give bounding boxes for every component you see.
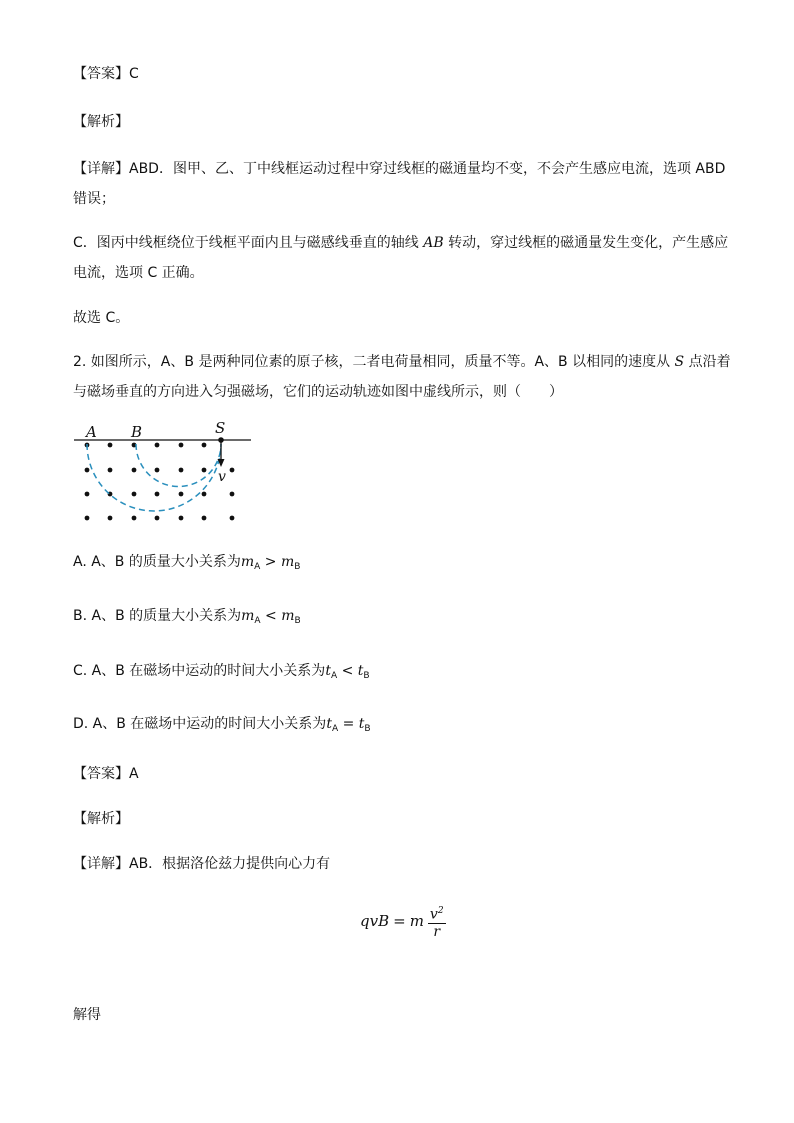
- formula-mass: m: [409, 912, 424, 931]
- option-d[interactable]: [73, 714, 371, 739]
- operator: <: [337, 663, 358, 679]
- subscript: A: [330, 671, 338, 681]
- formula-fraction: [428, 903, 446, 940]
- trajectory-a: [87, 444, 221, 511]
- answer-line-q2: [73, 764, 139, 784]
- question-2-stem-line1: [73, 352, 731, 372]
- question-2-stem-line2: 与磁场垂直的方向进入匀强磁场，它们的运动轨迹如图中虚线所示，则（ ）: [73, 384, 563, 400]
- field-dot: [108, 468, 113, 473]
- formula-equals: =: [393, 912, 406, 931]
- fraction-numerator: [428, 903, 446, 924]
- option-text: D. A、B 在磁场中运动的时间大小关系为: [73, 716, 327, 732]
- analysis-tag-q2: 【解析】: [73, 811, 129, 827]
- explanation-text: C．图丙中线框绕位于线框平面内且与磁感线垂直的轴线: [73, 235, 424, 251]
- option-c-explanation-line1: [73, 233, 728, 253]
- operator: >: [260, 554, 281, 570]
- option-c[interactable]: [73, 661, 370, 686]
- label-b: B: [131, 423, 143, 441]
- answer-tag: 【答案】: [73, 66, 129, 82]
- label-a: A: [86, 423, 97, 441]
- axis-label: AB: [423, 235, 444, 251]
- subscript: A: [254, 562, 261, 572]
- detail-text: ABD．图甲、乙、丁中线框运动过程中穿过线框的磁通量均不变，不会产生感应电流，选项 ABD: [129, 161, 726, 177]
- detail-line-q1-cont: 错误；: [73, 191, 115, 207]
- formula-lhs: qvB: [360, 912, 390, 931]
- field-dot: [230, 468, 235, 473]
- stem-text: 2. 如图所示，A、B 是两种同位素的原子核，二者电荷量相同，质量不等。A、B 以相同的速度从: [73, 354, 675, 370]
- numerator-symbol: v: [429, 906, 438, 923]
- field-dot: [202, 516, 207, 521]
- subscript: B: [294, 616, 301, 626]
- symbol: t: [325, 663, 331, 679]
- field-dot: [108, 516, 113, 521]
- field-dot: [108, 443, 113, 448]
- magnetic-field-figure: [68, 418, 268, 530]
- field-dot: [132, 492, 137, 497]
- subscript: A: [254, 616, 261, 626]
- numerator-exponent: 2: [437, 906, 444, 916]
- point-s-label: S: [674, 354, 685, 370]
- field-dot: [202, 492, 207, 497]
- field-dot: [202, 468, 207, 473]
- field-dot: [230, 492, 235, 497]
- field-dot: [155, 443, 160, 448]
- label-v: v: [218, 469, 226, 485]
- lorentz-force-formula: [360, 903, 446, 940]
- symbol: t: [326, 716, 332, 732]
- field-dot: [230, 516, 235, 521]
- field-dot: [179, 516, 184, 521]
- answer-line-q1: [73, 64, 139, 84]
- option-b[interactable]: [73, 606, 301, 631]
- detail-tag: 【详解】: [73, 856, 129, 872]
- field-dot: [155, 468, 160, 473]
- option-text: A. A、B 的质量大小关系为: [73, 554, 241, 570]
- field-dots: [85, 443, 235, 521]
- field-dot: [155, 492, 160, 497]
- stem-text: 点沿着: [684, 354, 731, 370]
- answer-value: C: [129, 66, 139, 82]
- field-dot: [132, 468, 137, 473]
- option-text: B. A、B 的质量大小关系为: [73, 608, 242, 624]
- fraction-denominator: r: [433, 923, 441, 940]
- field-dot: [179, 468, 184, 473]
- symbol: t: [357, 663, 364, 679]
- subscript: B: [294, 562, 301, 572]
- symbol: t: [358, 716, 365, 732]
- solve-label: 解得: [73, 1007, 101, 1023]
- detail-line-q2: [73, 854, 330, 874]
- field-dot: [179, 492, 184, 497]
- operator: =: [338, 716, 359, 732]
- field-dot: [85, 516, 90, 521]
- symbol: m: [240, 554, 255, 570]
- symbol: m: [280, 554, 295, 570]
- subscript: B: [364, 724, 371, 734]
- field-dot: [179, 443, 184, 448]
- label-s: S: [215, 419, 226, 437]
- field-dot: [132, 516, 137, 521]
- analysis-tag-q1: 【解析】: [73, 114, 129, 130]
- symbol: m: [281, 608, 295, 624]
- field-dot: [155, 516, 160, 521]
- conclusion-q1: 故选 C。: [73, 310, 130, 326]
- field-dot: [85, 468, 90, 473]
- explanation-text: 转动，穿过线框的磁通量发生变化，产生感应: [443, 235, 729, 251]
- option-c-explanation-line2: 电流，选项 C 正确。: [73, 265, 204, 281]
- field-dot: [85, 492, 90, 497]
- trajectory-b: [136, 444, 221, 487]
- detail-text: AB．根据洛伦兹力提供向心力有: [129, 856, 331, 872]
- answer-value: A: [129, 766, 139, 782]
- option-a[interactable]: [73, 552, 300, 577]
- detail-tag: 【详解】: [73, 161, 129, 177]
- answer-tag: 【答案】: [73, 766, 129, 782]
- operator: <: [260, 608, 282, 624]
- detail-line-q1: [73, 159, 725, 179]
- symbol: m: [241, 608, 255, 624]
- subscript: A: [331, 724, 339, 734]
- field-dot: [202, 443, 207, 448]
- option-text: C. A、B 在磁场中运动的时间大小关系为: [73, 663, 326, 679]
- subscript: B: [363, 671, 370, 681]
